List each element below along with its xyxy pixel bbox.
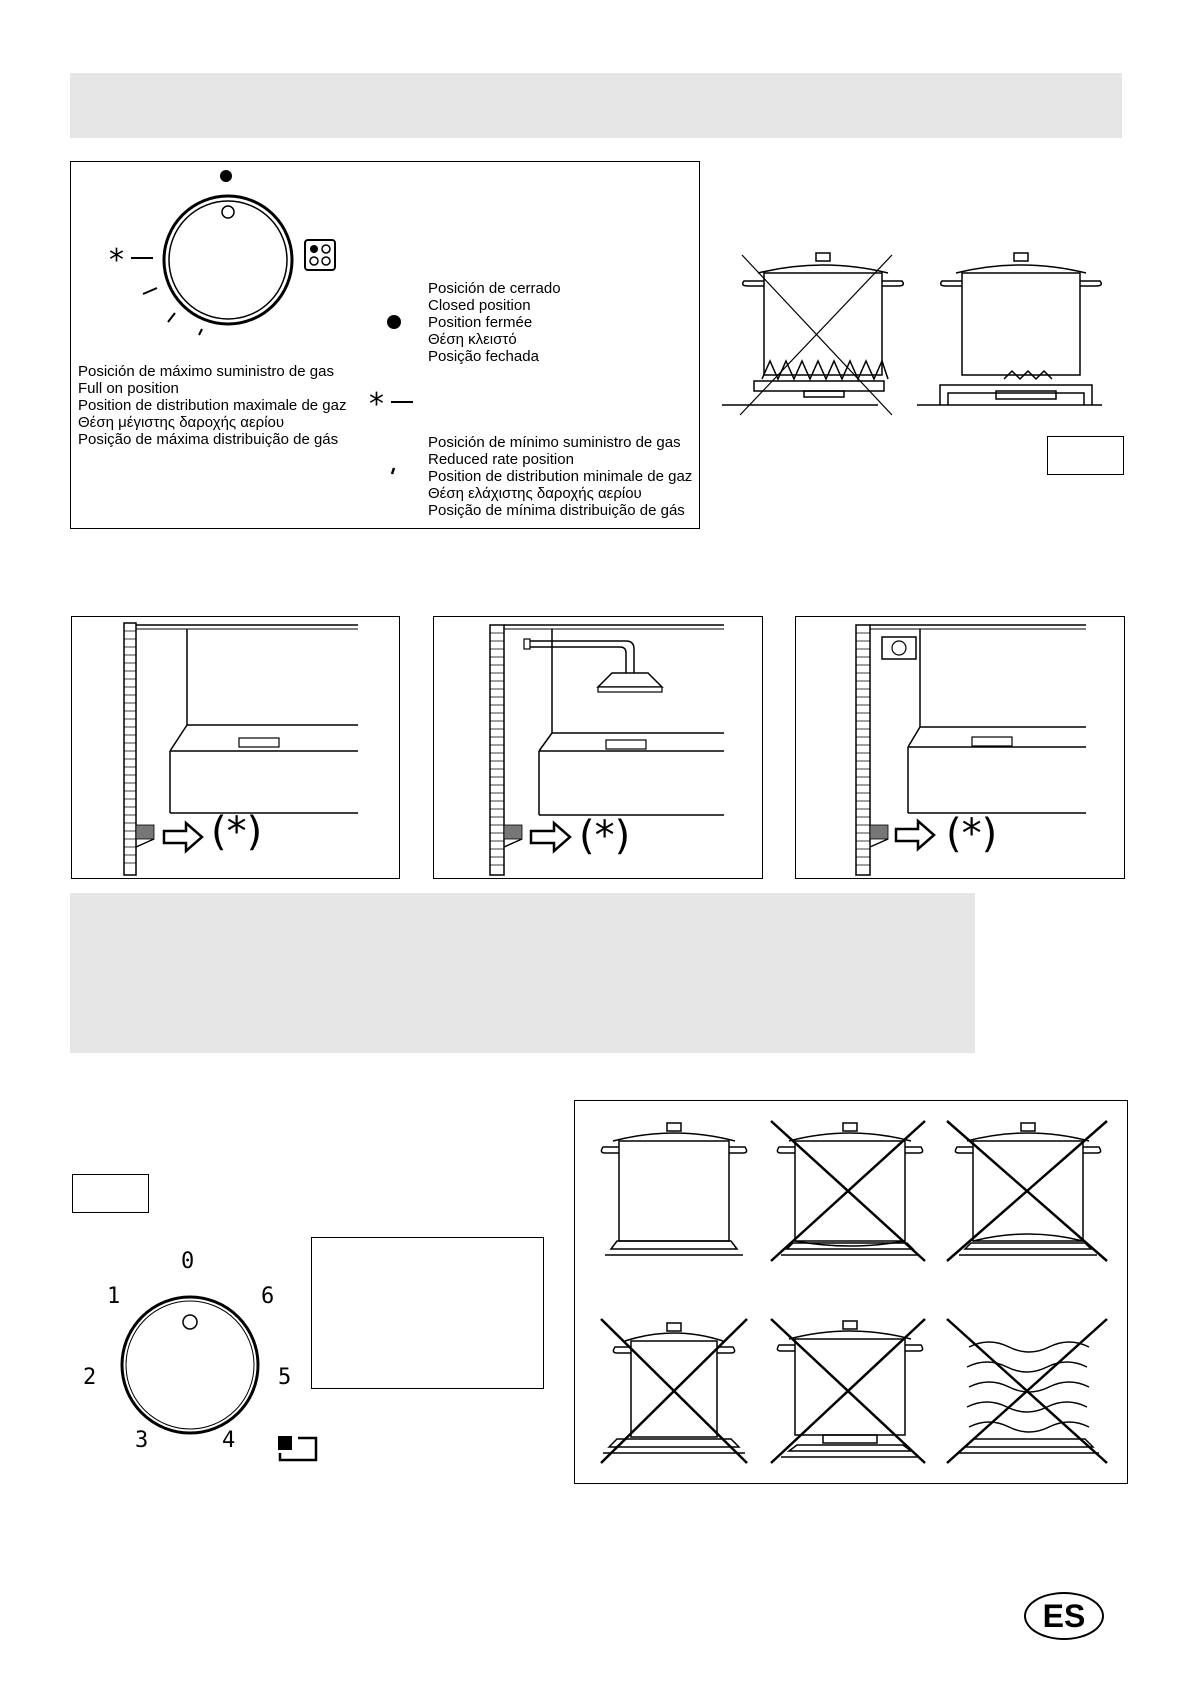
dial-mark-4: 4 [222, 1428, 236, 1453]
zone-symbol-icon [278, 1436, 292, 1450]
kitchen-panel-3 [795, 616, 1125, 879]
electric-knob-icon [122, 1297, 258, 1433]
pot-concave-base-crossed-icon [947, 1121, 1107, 1261]
tick-icon [143, 288, 157, 294]
airflow-arrow-icon [531, 823, 570, 851]
ventilation-label: (*) [946, 811, 998, 857]
pot-correct-icon [601, 1123, 746, 1255]
vent-grille-icon [504, 825, 522, 839]
kitchen-panel-2 [433, 616, 763, 879]
gas-knob-icon [164, 196, 292, 324]
hob-icon [239, 738, 279, 747]
extractor-hood-icon [528, 641, 634, 673]
label-box-left [72, 1174, 149, 1213]
max-position-legend: Posición de máximo suministro de gas Full on position Position de distribution maximale de gaz Θέση μέγιστης δαροχής αερίου Posição de máxima distribuição de gás [78, 363, 347, 448]
pot-convex-base-crossed-icon [771, 1121, 925, 1261]
closed-position-icon [387, 315, 401, 329]
max-flame-icon: * [109, 243, 124, 278]
kitchen-panel-1 [71, 616, 400, 879]
language-code: ES [1042, 1597, 1086, 1634]
ventilation-label: (*) [579, 813, 631, 859]
dial-mark-1: 1 [107, 1284, 121, 1309]
gas-pot-illustration [722, 245, 1102, 405]
vent-grille-icon [870, 825, 888, 839]
hob-icon [972, 737, 1012, 746]
full-on-icon: * [369, 387, 384, 422]
middle-band [70, 893, 975, 1053]
ventilation-label: (*) [211, 809, 263, 855]
gas-dial-legend-box [70, 161, 700, 529]
pot-raised-crossed-icon [771, 1319, 925, 1463]
dial-mark-3: 3 [135, 1428, 149, 1453]
language-badge [1024, 1592, 1104, 1640]
hob-icon [606, 740, 646, 749]
wall-fan-icon [882, 637, 916, 659]
pot-too-small-crossed-icon [722, 253, 903, 415]
pot-compatibility-box [574, 1100, 1128, 1484]
dial-mark-5: 5 [278, 1365, 292, 1390]
reduced-rate-icon [392, 468, 394, 474]
dial-mark-6: 6 [261, 1284, 275, 1309]
pot-correct-icon [917, 253, 1102, 405]
header-band [70, 73, 1122, 138]
hob-symbol-icon [305, 240, 335, 270]
airflow-arrow-icon [164, 823, 202, 851]
dial-info-box [311, 1237, 544, 1389]
dial-mark-2: 2 [83, 1365, 97, 1390]
label-box-top [1047, 436, 1124, 475]
airflow-arrow-icon [896, 821, 934, 849]
closed-dot-icon [220, 170, 232, 182]
heat-waves-crossed-icon [947, 1319, 1107, 1463]
min-position-legend: Posición de mínimo suministro de gas Reduced rate position Position de distribution minimale de gaz Θέση ελάχιστης δαροχής αερίου Posição de mínima distribuição de gás [428, 434, 693, 519]
closed-position-legend: Posición de cerrado Closed position Position fermée Θέση κλειστό Posição fechada [428, 280, 561, 365]
vent-grille-icon [136, 825, 154, 839]
dial-mark-0: 0 [181, 1249, 195, 1274]
pot-too-small-crossed-icon [601, 1319, 747, 1463]
